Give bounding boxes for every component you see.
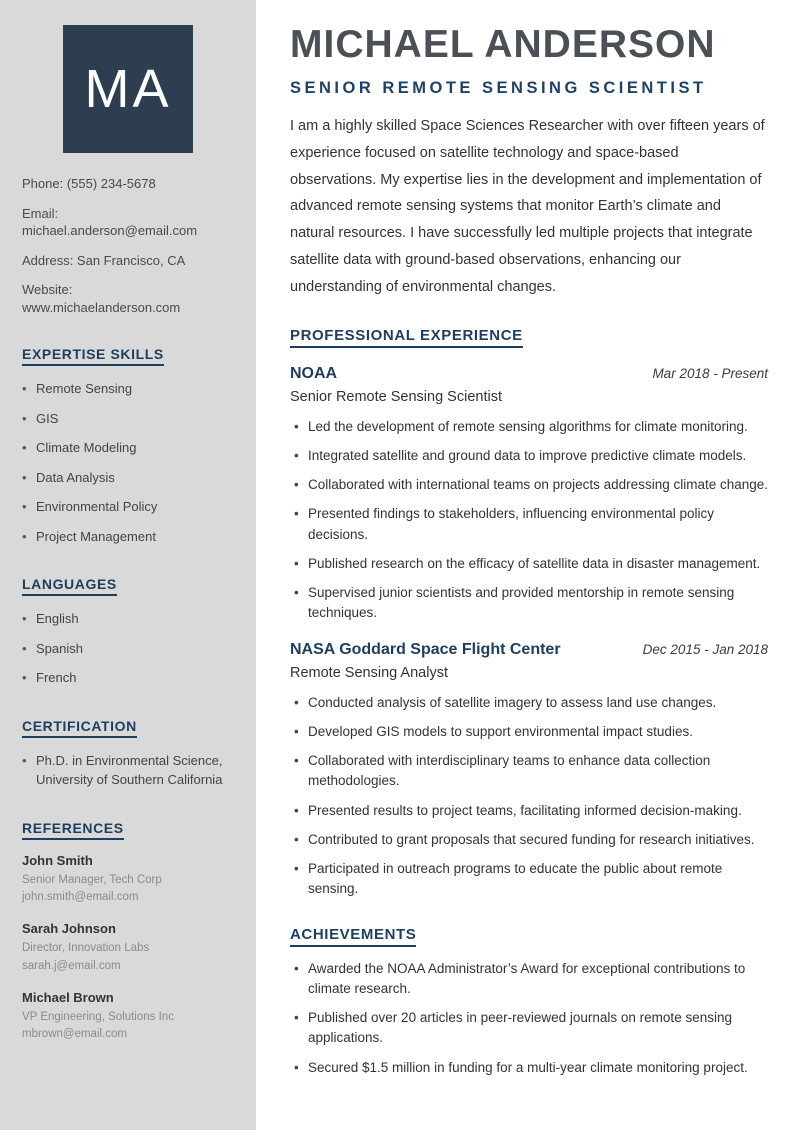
contact-email: Email: michael.anderson@email.com [22, 205, 198, 239]
language-item: • English [22, 609, 234, 629]
reference-title: Senior Manager, Tech Corp [22, 873, 162, 886]
job-bullet: • Conducted analysis of satellite imagery to assess land use changes. [290, 693, 768, 713]
certification-section [22, 718, 234, 790]
job-bullet-list [290, 693, 768, 900]
language-item: • Spanish [22, 639, 234, 659]
skill-item: • Remote Sensing [22, 379, 234, 399]
languages-list [22, 609, 234, 688]
reference-name: John Smith [22, 852, 93, 868]
job-bullet: • Led the development of remote sensing algorithms for climate monitoring. [290, 417, 768, 437]
reference-email: sarah.j@email.com [22, 959, 121, 972]
job-bullet: • Presented findings to stakeholders, influencing environmental policy decisions. [290, 504, 768, 545]
reference-title: VP Engineering, Solutions Inc [22, 1010, 174, 1023]
job-bullet: • Contributed to grant proposals that secured funding for research initiatives. [290, 830, 768, 850]
contact-phone: Phone: (555) 234-5678 [22, 176, 156, 191]
skill-item: • Climate Modeling [22, 438, 234, 458]
reference-email: mbrown@email.com [22, 1028, 127, 1041]
job-bullet: • Collaborated with interdisciplinary teams to enhance data collection methodologies. [290, 751, 768, 792]
skill-item: • Data Analysis [22, 468, 234, 488]
achievement-item: • Secured $1.5 million in funding for a multi-year climate monitoring project. [290, 1058, 768, 1078]
main-content [256, 0, 800, 1130]
skills-list [22, 379, 234, 546]
achievements-list [290, 959, 768, 1078]
monogram-initials: MA [84, 59, 172, 119]
job-bullet: • Integrated satellite and ground data to improve predictive climate models. [290, 446, 768, 466]
contact-address: Address: San Francisco, CA [22, 252, 186, 268]
sidebar [0, 0, 256, 1130]
skill-item: • Environmental Policy [22, 497, 234, 517]
skill-item: • Project Management [22, 527, 234, 547]
job-bullet: • Published research on the efficacy of satellite data in disaster management. [290, 554, 768, 574]
certification-item: • Ph.D. in Environmental Science, University of Southern California [22, 751, 234, 790]
achievements-section [290, 926, 768, 1078]
skills-heading: EXPERTISE SKILLS [22, 346, 164, 366]
job-bullet: • Participated in outreach programs to educate the public about remote sensing. [290, 859, 768, 900]
company-name: NOAA [290, 364, 338, 382]
achievement-item: • Published over 20 articles in peer-reviewed journals on remote sensing applications. [290, 1008, 768, 1049]
reference-entry [22, 853, 234, 907]
languages-section [22, 576, 234, 688]
job-bullet-list [290, 417, 768, 624]
company-name: NASA Goddard Space Flight Center [290, 640, 561, 658]
job-role: Remote Sensing Analyst [290, 664, 448, 681]
job-header [290, 641, 768, 659]
reference-name: Sarah Johnson [22, 921, 116, 937]
reference-email: john.smith@email.com [22, 891, 139, 904]
job-dates: Dec 2015 - Jan 2018 [642, 641, 768, 657]
job-bullet: • Presented results to project teams, facilitating informed decision-making. [290, 801, 768, 821]
reference-entry [22, 990, 234, 1044]
references-section [22, 820, 234, 1044]
contact-info [22, 175, 234, 316]
skills-section [22, 346, 234, 546]
language-item: • French [22, 668, 234, 688]
candidate-job-title: SENIOR REMOTE SENSING SCIENTIST [290, 78, 707, 97]
certification-list [22, 751, 234, 790]
job-bullet: • Supervised junior scientists and provided mentorship in remote sensing techniques. [290, 583, 768, 624]
languages-heading: LANGUAGES [22, 576, 117, 596]
reference-title: Director, Innovation Labs [22, 942, 150, 955]
experience-heading: PROFESSIONAL EXPERIENCE [290, 327, 523, 348]
reference-name: Michael Brown [22, 989, 114, 1005]
job-entry [290, 641, 768, 900]
achievement-item: • Awarded the NOAA Administrator’s Award for exceptional contributions to climate research. [290, 959, 768, 1000]
references-heading: REFERENCES [22, 820, 124, 840]
experience-section [290, 327, 768, 900]
candidate-name: MICHAEL ANDERSON [290, 23, 716, 66]
job-header [290, 365, 768, 383]
job-bullet: • Developed GIS models to support environmental impact studies. [290, 722, 768, 742]
job-bullet: • Collaborated with international teams on projects addressing climate change. [290, 475, 768, 495]
achievements-heading: ACHIEVEMENTS [290, 926, 416, 947]
certification-heading: CERTIFICATION [22, 718, 137, 738]
summary-paragraph: I am a highly skilled Space Sciences Researcher with over fifteen years of experience focused on satellite technology and space-based observations. My expertise lies in the development and implementation of advanced remote sensing systems that monitor Earth’s climate and natural resources. I have successfully led multiple projects that integrate satellite data with ground-based observations, enhancing our understanding of environmental changes. [290, 117, 765, 295]
skill-item: • GIS [22, 409, 234, 429]
reference-entry [22, 921, 234, 975]
monogram-badge [63, 25, 193, 153]
job-dates: Mar 2018 - Present [652, 365, 768, 381]
job-role: Senior Remote Sensing Scientist [290, 388, 502, 405]
job-entry [290, 365, 768, 624]
contact-website: Website: www.michaelanderson.com [22, 282, 181, 315]
